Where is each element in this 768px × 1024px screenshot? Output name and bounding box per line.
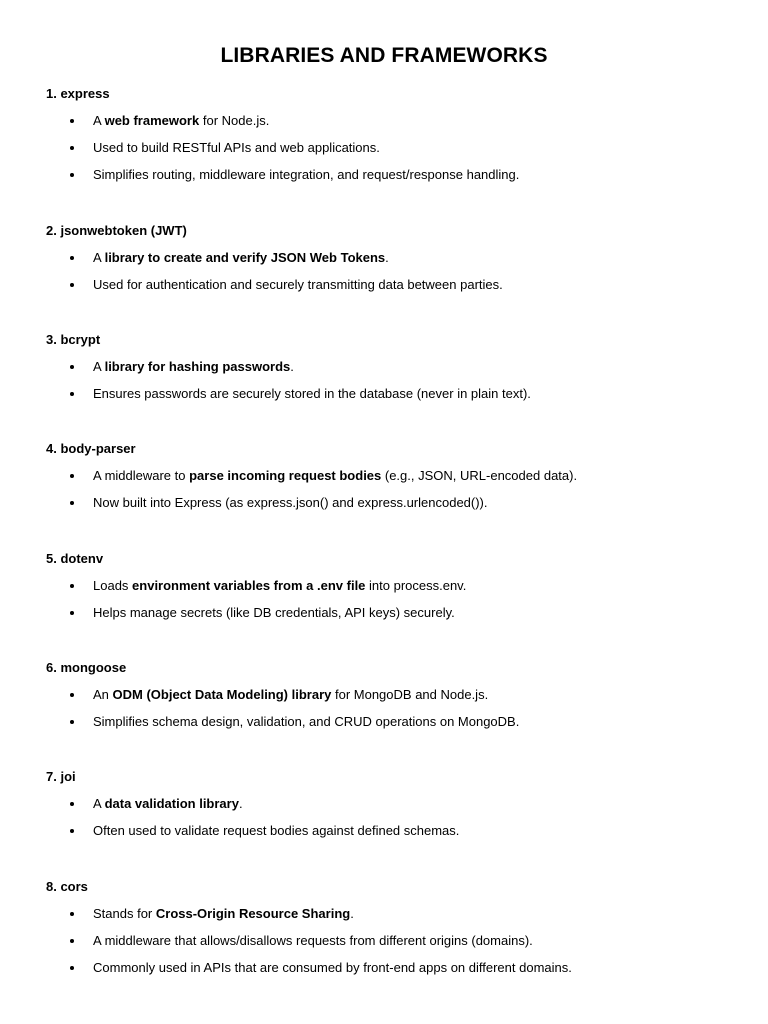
section-heading: 1. express	[46, 86, 110, 101]
section-heading: 2. jsonwebtoken (JWT)	[46, 223, 187, 238]
bullet-icon	[70, 501, 74, 505]
list-item: A middleware that allows/disallows requests from different origins (domains).	[46, 932, 736, 959]
bullet-icon	[70, 146, 74, 150]
page-title: LIBRARIES AND FRAMEWORKS	[220, 44, 548, 67]
list-item: A web framework for Node.js.	[46, 112, 736, 139]
list-item: A library to create and verify JSON Web Tokens.	[46, 249, 736, 276]
list-item: Ensures passwords are securely stored in the database (never in plain text).	[46, 385, 736, 412]
bullet-icon	[70, 584, 74, 588]
bullet-list	[46, 795, 736, 849]
list-item: Loads environment variables from a .env file into process.env.	[46, 577, 736, 604]
bullet-list	[46, 577, 736, 631]
list-item: Helps manage secrets (like DB credentials, API keys) securely.	[46, 604, 736, 631]
section-body-parser	[46, 440, 736, 521]
bullet-list	[46, 358, 736, 412]
bullet-list	[46, 905, 736, 986]
list-item: An ODM (Object Data Modeling) library for MongoDB and Node.js.	[46, 686, 736, 713]
bullet-icon	[70, 173, 74, 177]
list-item: Now built into Express (as express.json() and express.urlencoded()).	[46, 494, 736, 521]
section-heading: 8. cors	[46, 879, 88, 894]
list-item: Stands for Cross-Origin Resource Sharing.	[46, 905, 736, 932]
bullet-icon	[70, 966, 74, 970]
section-heading: 6. mongoose	[46, 660, 127, 675]
section-jsonwebtoken	[46, 222, 736, 303]
bullet-icon	[70, 912, 74, 916]
bullet-list	[46, 686, 736, 740]
list-item: Commonly used in APIs that are consumed by front-end apps on different domains.	[46, 959, 736, 986]
bullet-icon	[70, 365, 74, 369]
section-bcrypt	[46, 331, 736, 412]
section-joi	[46, 768, 736, 849]
list-item: Simplifies routing, middleware integration, and request/response handling.	[46, 166, 736, 193]
bullet-icon	[70, 392, 74, 396]
bullet-list	[46, 249, 736, 303]
bullet-icon	[70, 802, 74, 806]
list-item: A middleware to parse incoming request bodies (e.g., JSON, URL-encoded data).	[46, 467, 736, 494]
section-mongoose	[46, 659, 736, 740]
list-item: Simplifies schema design, validation, and CRUD operations on MongoDB.	[46, 713, 736, 740]
section-heading: 3. bcrypt	[46, 332, 101, 347]
bullet-icon	[70, 693, 74, 697]
section-express	[46, 85, 736, 193]
list-item: Often used to validate request bodies against defined schemas.	[46, 822, 736, 849]
list-item: A data validation library.	[46, 795, 736, 822]
section-heading: 4. body-parser	[46, 441, 136, 456]
bullet-icon	[70, 720, 74, 724]
list-item: Used to build RESTful APIs and web applications.	[46, 139, 736, 166]
bullet-icon	[70, 829, 74, 833]
section-cors	[46, 878, 736, 986]
list-item: Used for authentication and securely transmitting data between parties.	[46, 276, 736, 303]
bullet-icon	[70, 939, 74, 943]
bullet-list	[46, 467, 736, 521]
section-heading: 7. joi	[46, 769, 76, 784]
bullet-icon	[70, 119, 74, 123]
bullet-icon	[70, 611, 74, 615]
section-dotenv	[46, 550, 736, 631]
bullet-icon	[70, 256, 74, 260]
list-item: A library for hashing passwords.	[46, 358, 736, 385]
section-heading: 5. dotenv	[46, 551, 104, 566]
bullet-icon	[70, 283, 74, 287]
bullet-list	[46, 112, 736, 193]
bullet-icon	[70, 474, 74, 478]
